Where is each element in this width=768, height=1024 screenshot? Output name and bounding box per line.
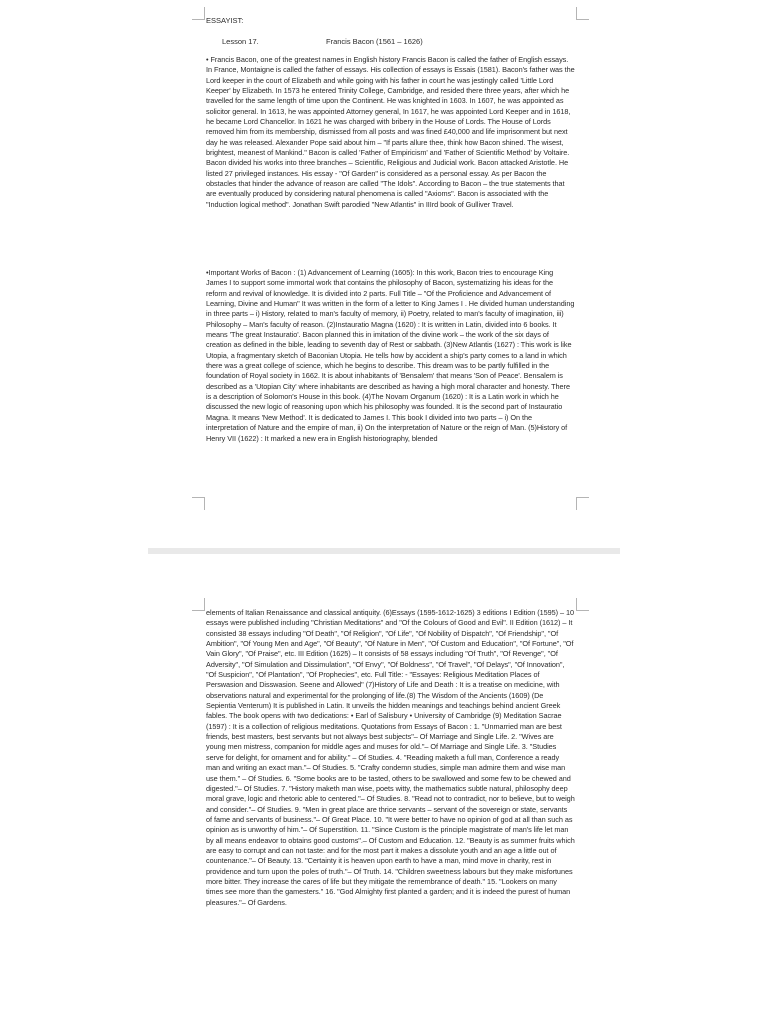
page1-paragraph-intro: • Francis Bacon, one of the greatest names in English history Francis Bacon is called the father of English essays. In France, Montaigne is called the father of essays. His collection of essays is Essais (1581). Bacon's father was the Lord keeper in the court of Elizabeth and while going with his father in court he was jestingly called 'Little Lord Keeper' by Elizabeth. In 1573 he entered Trinity College, Cambridge, and resided there three years, after which he travelled for the same length of time upon the Continent. He was knighted in 1603. In 1607, he was appointed as solicitor general. In 1613, he was appointed Attorney general, In 1617, he was appointed Lord Keeper and in 1618, he became Lord Chancellor. In 1621 he was charged with bribery in the House of Lords. The House of Lords removed him from its membership, dismissed from all posts and was fined £40,000 and life imprisonment but next day he was released. Alexander Pope said about him – "If parts allure thee, think how Bacon shined. The wisest, brightest, meanest of Mankind." Bacon is called 'Father of Empiricism' and 'Father of Scientific Method' by Voltaire. Bacon divided his works into three branches – Scientific, Religious and Judicial work. Bacon attacked Aristotle. He listed 27 privileged instances. His essay - "Of Garden" is considered as a personal essay. As per Bacon the obstacles that hinder the advance of reason are called "The Idols". According to Bacon – the true statements that are eventually produced by considering natural phenomena is called "Axioms". Bacon is associated with the "Induction logical method". Jonathan Swift parodied "New Atlantis" in IIIrd book of Gulliver Travel. (206, 55, 575, 209)
page2-paragraph-essays: elements of Italian Renaissance and classical antiquity. (6)Essays (1595-1612-1625) 3 editions I Edition (1595) – 10 essays were published including "Christian Meditations" and "Of the Colours of Good and Evil". II Edition (1612) – It consisted 38 essays including "Of Death", "Of Religion", "Of Life", "Of Nobility of Dispatch", "Of Friendship", "Of Ambition", "Of Young Men and Age", "Of Beauty", "Of Nature in Men", "Of Custom and Education", "Of Fortune", "Of Vain Glory", "Of Praise", etc. III Edition (1625) – It consists of 58 essays including "Of Truth", "Of Revenge", "Of Adversity", "Of Simulation and Dissimulation", "Of Envy", "Of Boldness", "Of Travel", "Of Delays", "Of Innovation", "Of Suspicion", "Of Plantation", "Of Prophecies", etc. Full Title: - "Essayes: Religious Meditation Places of Perswasion and Disswasion. Seene and Allowed" (7)History of Life and Death : It is a treatise on medicine, with observations natural and experimental for the prolonging of life.(8) The Wisdom of the Ancients (1609) (De Sepientia Venterum) It is published in Latin. It unveils the hidden meanings and teachings behind ancient Greek fables. The book opens with two dedications: • Earl of Salisbury • University of Cambridge (9) Meditation Sacrae (1597) : It is a collection of religious meditations. Quotations from Essays of Bacon : 1. "Unmarried man are best friends, best masters, best servants but not always best subjects"– Of Marriage and Single Life. 2. "Wives are young men mistress, companion for middle ages and muses for old."– Of Marriage and Single Life. 3. "Studies serve for delight, for ornament and for ability." – Of Studies. 4. "Reading maketh a full man, Conference a ready man and writing an exact man."– Of Studies. 5. "Crafty condemn studies, simple man admire them and wise man use them." – Of Studies. 6. "Some books are to be tasted, others to be swallowed and some few to be chewed and digested."– Of Studies. 7. "History maketh man wise, poets witty, the mathematics subtle natural, philosophy deep moral grave, logic and rhetoric able to centered."– Of Studies. 8. "Read not to contradict, nor to believe, but to weigh and consider."– Of Studies. 9. "Men in great place are thrice servants – servant of the sovereign or state, servants of fame and servants of business."– Of Great Place. 10. "It were better to have no opinion of god at all than such as opinion as is unworthy of him."– Of Superstition. 11. "Since Custom is the principle magistrate of man's life let man by all means endeavor to obtains good customs".– Of Custom and Education. 12. "Beauty is as summer fruits which are easy to corrupt and can not taste: and for the most part it makes a dissolute youth and an age a little out of countenance."– Of Beauty. 13. "Certainty it is heaven upon earth to have a man, mind move in charity, rest in providence and turn upon the poles of truth."– Of Truth. 14. "Children sweetness labours but they make misfortunes more bitter. They increase the cares of life but they mitigate the remembrance of death." 15. "Lookers on many times see more than the gamesters." 16. "God Almighty first planted a garden; and it is indeed the purest of human pleasures."– Of Gardens. (206, 608, 575, 907)
document-label: ESSAYIST: (206, 16, 244, 25)
document-header (206, 16, 575, 47)
page1-bottom-left-mark (192, 497, 205, 510)
page1-top-left-mark (192, 7, 205, 20)
page-separator (148, 548, 620, 554)
page1-top-right-mark (576, 7, 589, 20)
lesson-subject: Francis Bacon (1561 – 1626) (326, 37, 423, 46)
page2-top-left-mark (192, 598, 205, 611)
page1-bottom-right-mark (576, 497, 589, 510)
page2-top-right-mark (576, 598, 589, 611)
lesson-line (222, 37, 575, 47)
page1-paragraph-works: •Important Works of Bacon : (1) Advancement of Learning (1605): In this work, Bacon tries to encourage King James I to support some immortal work that contains the philosophy of Bacon, systematizing his ideas for the reform and revival of knowledge. It is divided into 2 parts. Full Title – "Of the Proficience and Advancement of Learning, Divine and Human" It was written in the form of a letter to King James I . He divided human understanding in three parts – i) History, related to man's faculty of memory, ii) Poetry, related to man's faculty of imagination, iii) Philosophy – Man's faculty of reason. (2)Instauratio Magna (1620) : It is written in Latin, divided into 6 books. It means 'The great Instauratio'. Bacon planned this in imitation of the divine work – the work of the six days of creation as defined in the bible, leading to seventh day of Rest or sabbath. (3)New Atlantis (1627) : This work is like Utopia, a fragmentary sketch of Baconian Utopia. He tells how by accident a ship's party comes to a land in which there was a great college of science, which he begins to describe. This dream was to be partly fulfilled in the foundation of Royal society in 1662. It is about inhabitants of 'Bensalem' that means 'Son of Peace'. Bensalem is described as a 'Utopian City' where inhabitants are described as having a high moral character and honesty. There is a description of Solomon's House in this book. (4)The Novam Organum (1620) : It is a Latin work in which he discussed the new logic of reasoning upon which his philosophy was founded. It is the second part of Instauratio Magna. It means 'New Method'. It is dedicated to James I. This book I divided into two parts – i) On the interpretation of Nature and the empire of man, ii) On the interpretation of Nature or the reign of Man. (5)History of Henry VII (1622) : It marked a new era in English historiography, blended (206, 268, 575, 443)
lesson-number: Lesson 17. (222, 37, 259, 46)
